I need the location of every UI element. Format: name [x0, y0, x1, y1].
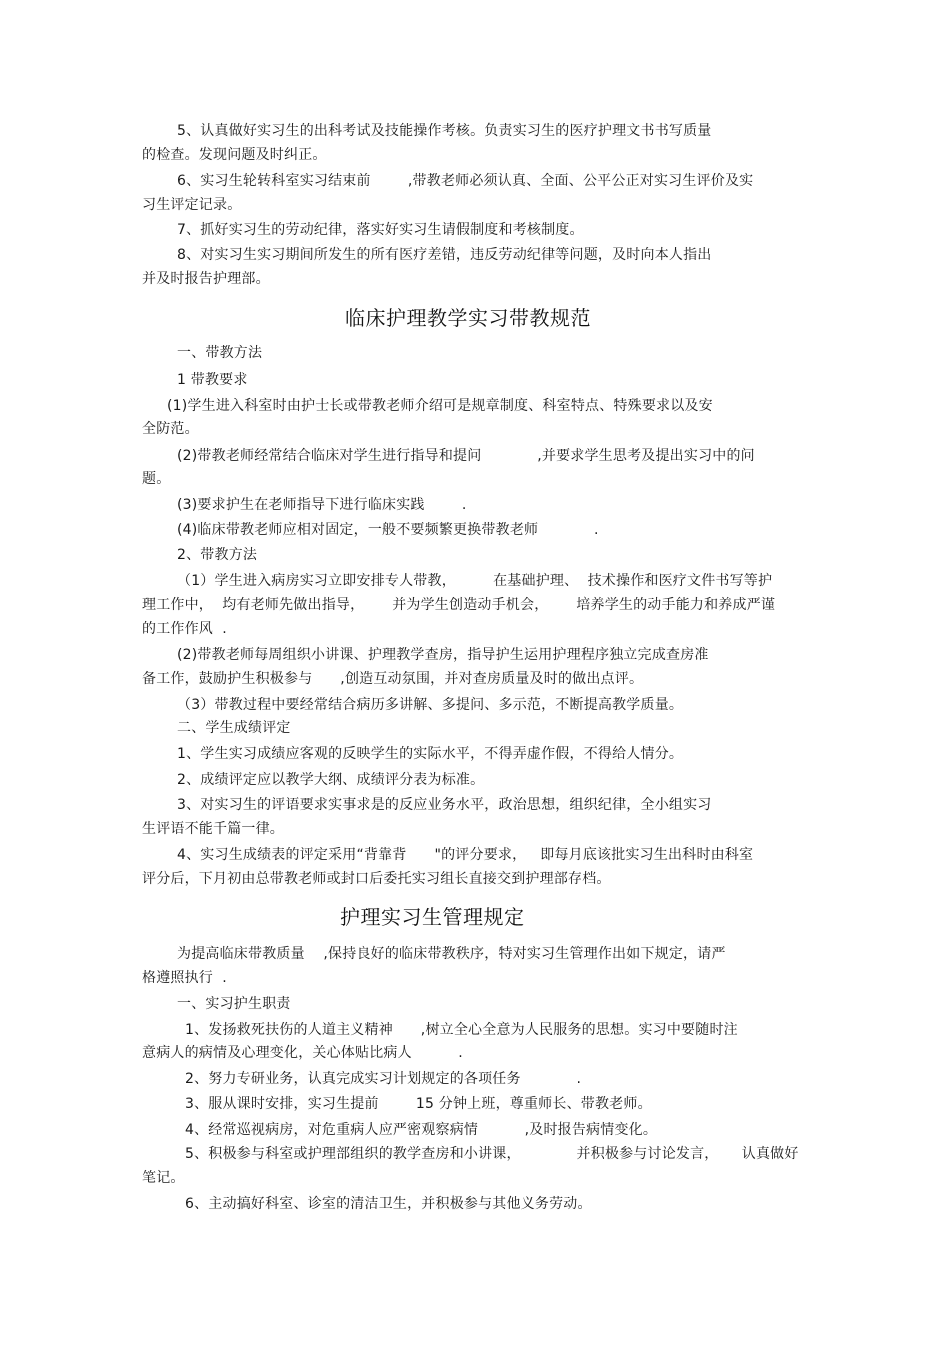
section-1-title: 临床护理教学实习带教规范 — [345, 306, 591, 330]
s2-intro-line-1: 为提高临床带教质量 ,保持良好的临床带教秩序，特对实习生管理作出如下规定，请严 — [177, 946, 726, 962]
s2-r4: 4、经常巡视病房，对危重病人应严密观察病情 ,及时报告病情变化。 — [185, 1122, 658, 1138]
s2-r1-line-1: 1、发扬救死扶伤的人道主义精神 ,树立全心全意为人民服务的思想。实习中要随时注 — [185, 1022, 738, 1038]
s1-p1-line-2: 全防范。 — [142, 421, 199, 437]
s1-m2-line-1: (2)带教老师每周组织小讲课、护理教学查房，指导护生运用护理程序独立完成查房准 — [177, 647, 709, 663]
item-6-line-2: 习生评定记录。 — [142, 197, 242, 213]
s1-p4: (4)临床带教老师应相对固定，一般不要频繁更换带教老师 . — [177, 522, 599, 538]
s2-intro-line-2: 格遵照执行 . — [142, 970, 227, 986]
s1-heading-2: 二、学生成绩评定 — [177, 720, 291, 736]
s1-g4-line-1: 4、实习生成绩表的评定采用“背靠背 "的评分要求， 即每月底该批实习生出科时由科室 — [177, 847, 754, 863]
section-2-title: 护理实习生管理规定 — [340, 905, 525, 929]
s1-p3: (3)要求护生在老师指导下进行临床实践 . — [177, 497, 467, 513]
s2-heading-1: 一、实习护生职责 — [177, 996, 291, 1012]
s1-p1-line-1: (1)学生进入科室时由护士长或带教老师介绍可是规章制度、科室特点、特殊要求以及安 — [167, 398, 713, 414]
s1-m3: （3）带教过程中要经常结合病历多讲解、多提问、多示范，不断提高教学质量。 — [177, 697, 684, 713]
s1-m2-line-2: 备工作，鼓励护生积极参与 ,创造互动氛围，并对查房质量及时的做出点评。 — [142, 671, 644, 687]
s2-r5-line-1: 5、积极参与科室或护理部组织的教学查房和小讲课， 并积极参与讨论发言， 认真做好 — [185, 1146, 799, 1162]
s1-g4-line-2: 评分后，下月初由总带教老师或封口后委托实习组长直接交到护理部存档。 — [142, 871, 611, 887]
s1-g3-line-2: 生评语不能千篇一律。 — [142, 821, 284, 837]
s1-m1-line-2: 理工作中， 均有老师先做出指导， 并为学生创造动手机会， 培养学生的动手能力和养成严谨 — [142, 597, 776, 613]
s1-subheading-1: 1 带教要求 — [177, 372, 248, 388]
item-6-line-1: 6、实习生轮转科室实习结束前 ,带教老师必须认真、全面、公平公正对实习生评价及实 — [177, 173, 754, 189]
s1-m1-line-1: （1）学生进入病房实习立即安排专人带教， 在基础护理、 技术操作和医疗文件书写等护 — [177, 573, 773, 589]
s1-m1-line-3: 的工作作风 . — [142, 621, 227, 637]
item-8-line-1: 8、对实习生实习期间所发生的所有医疗差错，违反劳动纪律等问题，及时向本人指出 — [177, 247, 712, 263]
s2-r6: 6、主动搞好科室、诊室的清洁卫生，并积极参与其他义务劳动。 — [185, 1196, 592, 1212]
item-8-line-2: 并及时报告护理部。 — [142, 271, 270, 287]
item-5-line-2: 的检查。发现问题及时纠正。 — [142, 147, 327, 163]
s2-r3: 3、服从课时安排，实习生提前 15 分钟上班，尊重师长、带教老师。 — [185, 1096, 652, 1112]
s1-g2: 2、成绩评定应以教学大纲、成绩评分表为标准。 — [177, 772, 485, 788]
s1-g1: 1、学生实习成绩应客观的反映学生的实际水平，不得弄虚作假，不得给人情分。 — [177, 746, 684, 762]
s2-r5-line-2: 笔记。 — [142, 1170, 185, 1186]
s1-heading-1: 一、带教方法 — [177, 345, 263, 361]
s1-p2-line-2: 题。 — [142, 471, 171, 487]
s1-p2-line-1: (2)带教老师经常结合临床对学生进行指导和提问 ,并要求学生思考及提出实习中的问 — [177, 448, 755, 464]
item-5-line-1: 5、认真做好实习生的出科考试及技能操作考核。负责实习生的医疗护理文书书写质量 — [177, 123, 712, 139]
s1-g3-line-1: 3、对实习生的评语要求实事求是的反应业务水平，政治思想，组织纪律，全小组实习 — [177, 797, 712, 813]
s2-r1-line-2: 意病人的病情及心理变化，关心体贴比病人 . — [142, 1045, 463, 1061]
s1-subheading-2: 2、带教方法 — [177, 547, 258, 563]
s2-r2: 2、努力专研业务，认真完成实习计划规定的各项任务 . — [185, 1071, 582, 1087]
item-7: 7、抓好实习生的劳动纪律，落实好实习生请假制度和考核制度。 — [177, 222, 584, 238]
